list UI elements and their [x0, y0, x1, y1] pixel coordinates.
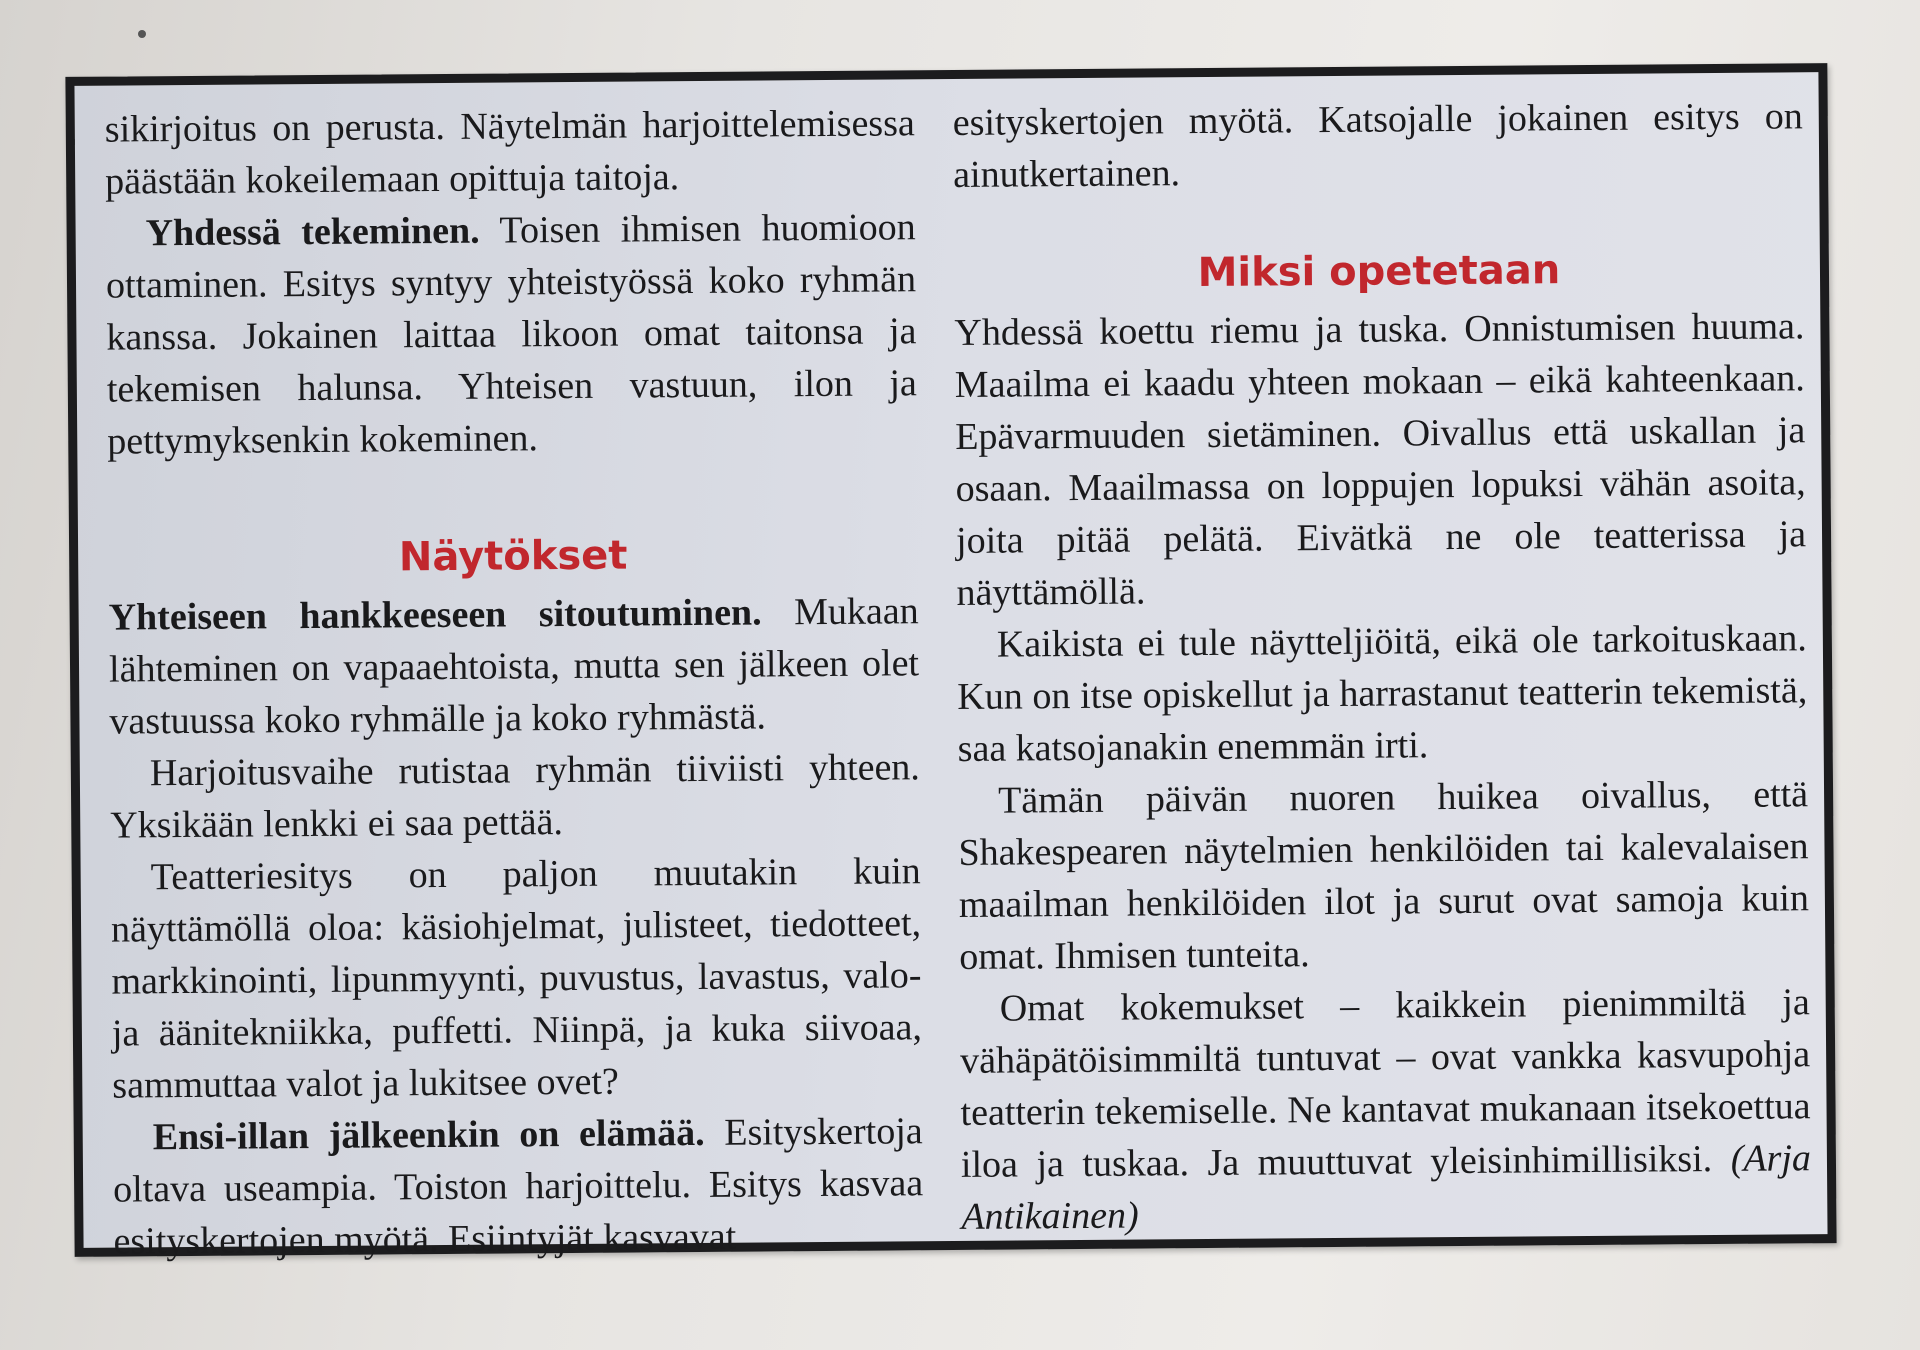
paragraph-text: Mukaan lähteminen on vapaaehtoista, mutta sen jälkeen olet vastuussa koko ryhmälle ja koko ryhmästä.: [108, 590, 920, 743]
paragraph: [108, 585, 919, 747]
right-column: [953, 90, 1812, 1243]
bold-lead: Ensi-illan jälkeenkin on elämää.: [152, 1111, 705, 1159]
paragraph: Yhdessä koettu riemu ja tuska. Onnistumisen huuma. Maailma ei kaadu yhteen mokaan – eikä kahteenkaan. Epävarmuuden sietäminen. Oivallus että uskallan ja osaan. Maailmassa on loppujen lopuksi vähän asoita, joita pitää pelätä. Eivätkä ne ole teatterissa ja näyttämöllä.: [954, 305, 1807, 614]
paragraph: Teatteriesitys on paljon muutakin kuin näyttämöllä oloa: käsiohjelmat, julisteet, tiedotteet, markkinointi, lipunmyynti, puvustus, lavastus, valo- ja äänitekniikka, puffetti. Niinpä, ja kuka siivoaa, sammuttaa valot ja lukitsee ovet?: [110, 850, 923, 1107]
page-dot: [138, 30, 146, 38]
paragraph: Kaikista ei tule näytteljiöitä, eikä ole tarkoituskaan. Kun on itse opiskellut ja harrastanut teatterin tekemistä, saa katsojanakin enemmän irti.: [957, 617, 1808, 770]
paragraph: [113, 1105, 924, 1267]
paragraph: Harjoitusvaihe rutistaa ryhmän tiiviisti yhteen. Yksikään lenkki ei saa pettää.: [110, 746, 921, 847]
paragraph-text: Omat kokemukset – kaikkein pienimmiltä ja vähäpätöisimmiltä tuntuvat – ovat vankka kasvupohja teatterin tekemiselle. Ne kantavat mukanaan itsekoettua iloa ja tuskaa. Ja muuttuvat yleisinhimillisiksi.: [959, 981, 1811, 1186]
bold-lead: Yhdessä tekeminen.: [145, 209, 480, 255]
paragraph: sikirjoitus on perusta. Näytelmän harjoittelemisessa päästään kokeilemaan opittuja taitoja.: [104, 102, 915, 203]
text-box: [65, 63, 1836, 1263]
paragraph: [105, 201, 917, 467]
author-credit: (Arja Antikainen): [961, 1137, 1812, 1238]
paragraph: Tämän päivän nuoren huikea oivallus, että Shakespearen näytelmien henkilöiden tai kalevalaisen maailman henkilöiden ilot ja surut ovat samoja kuin omat. Ihmisen tunteita.: [958, 773, 1810, 978]
left-column: [105, 97, 924, 1267]
bold-lead: Yhteiseen hankkeeseen sitoutuminen.: [108, 591, 762, 639]
section-heading: Miksi opetetaan: [1197, 247, 1561, 297]
section-heading: Näytökset: [398, 532, 628, 581]
paragraph: esityskertojen myötä. Katsojalle jokainen esitys on ainutkertainen.: [952, 95, 1803, 196]
paragraph-text: Toisen ihmisen huomioon ottaminen. Esitys syntyy yhteistyössä koko ryhmän kanssa. Jokainen laittaa likoon omat taitonsa ja tekemisen halunsa. Yhteisen vastuun, ilon ja pettymyksenkin kokeminen.: [105, 206, 917, 463]
paragraph: [960, 976, 1812, 1243]
paragraph-text: Esityskertoja oltava useampia. Toiston harjoittelu. Esitys kasvaa esityskertojen myötä. Esiintyjät kasvavat: [112, 1110, 924, 1263]
